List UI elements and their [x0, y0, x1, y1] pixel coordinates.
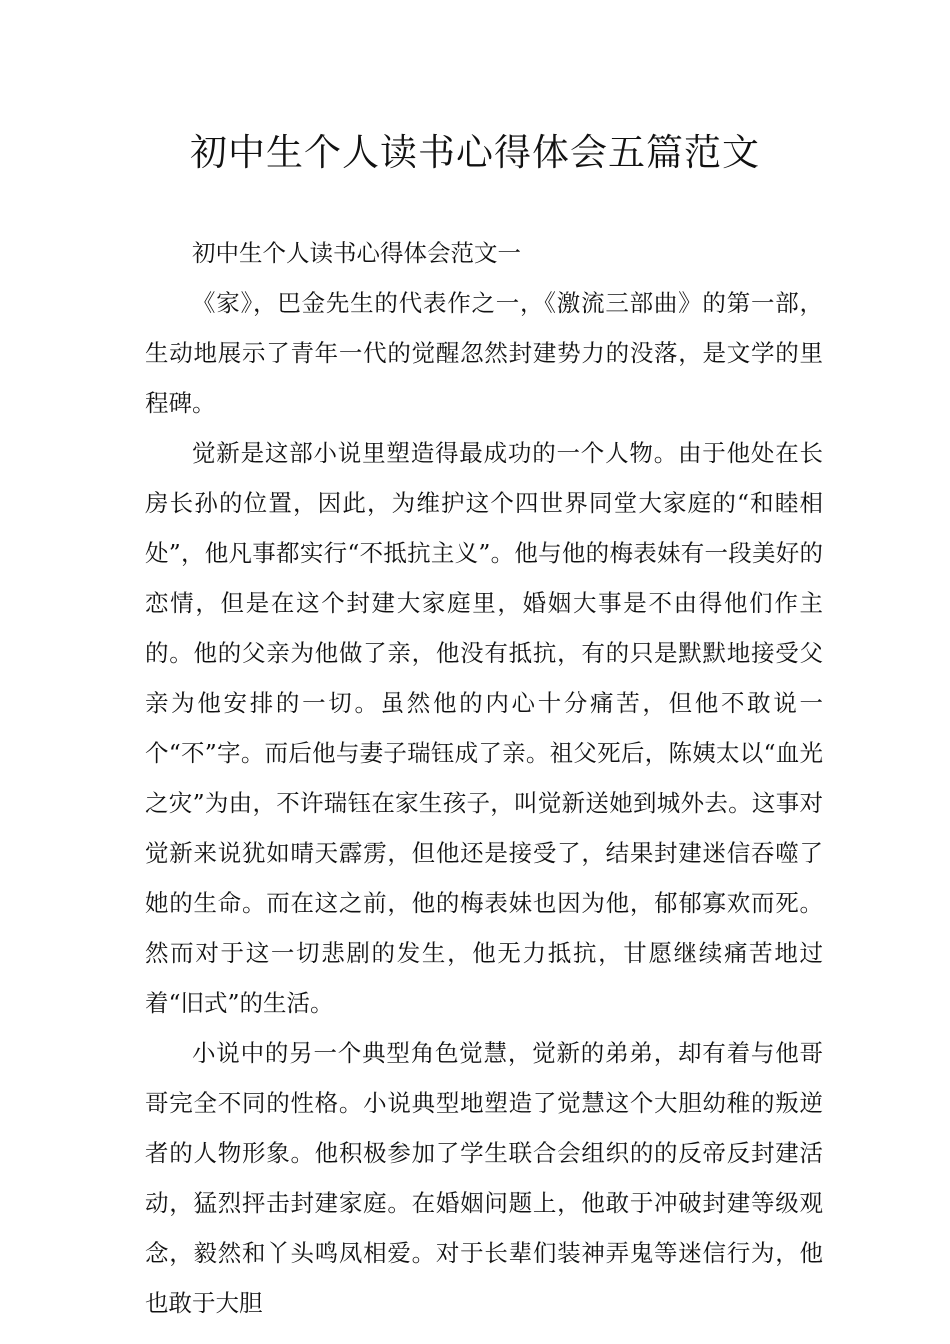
- section-heading: 初中生个人读书心得体会范文一: [192, 239, 521, 267]
- document-body: [145, 228, 823, 1328]
- paragraph-2: 觉新是这部小说里塑造得最成功的一个人物。由于他处在长房长孙的位置，因此，为维护这个四世界同堂大家庭的“和睦相处”，他凡事都实行“不抵抗主义”。他与他的梅表妹有一段美好的恋情，但是在这个封建大家庭里，婚姻大事是不由得他们作主的。他的父亲为他做了亲，他没有抵抗，有的只是默默地接受父亲为他安排的一切。虽然他的内心十分痛苦，但他不敢说一个“不”字。而后他与妻子瑞钰成了亲。祖父死后，陈姨太以“血光之灾”为由，不许瑞钰在家生孩子，叫觉新送她到城外去。这事对觉新来说犹如晴天霹雳，但他还是接受了，结果封建迷信吞噬了她的生命。而在这之前，他的梅表妹也因为他，郁郁寡欢而死。然而对于这一切悲剧的发生，他无力抵抗，甘愿继续痛苦地过着“旧式”的生活。: [145, 439, 823, 1017]
- paragraph-1: 《家》，巴金先生的代表作之一，《激流三部曲》的第一部，生动地展示了青年一代的觉醒忽然封建势力的没落，是文学的里程碑。: [145, 289, 823, 417]
- paragraph-3: 小说中的另一个典型角色觉慧，觉新的弟弟，却有着与他哥哥完全不同的性格。小说典型地塑造了觉慧这个大胆幼稚的叛逆者的人物形象。他积极参加了学生联合会组织的的反帝反封建活动，猛烈抨击封建家庭。在婚姻问题上，他敢于冲破封建等级观念，毅然和丫头鸣凤相爱。对于长辈们装神弄鬼等迷信行为，他也敢于大胆: [145, 1039, 823, 1317]
- document-title: 初中生个人读书心得体会五篇范文: [190, 131, 760, 174]
